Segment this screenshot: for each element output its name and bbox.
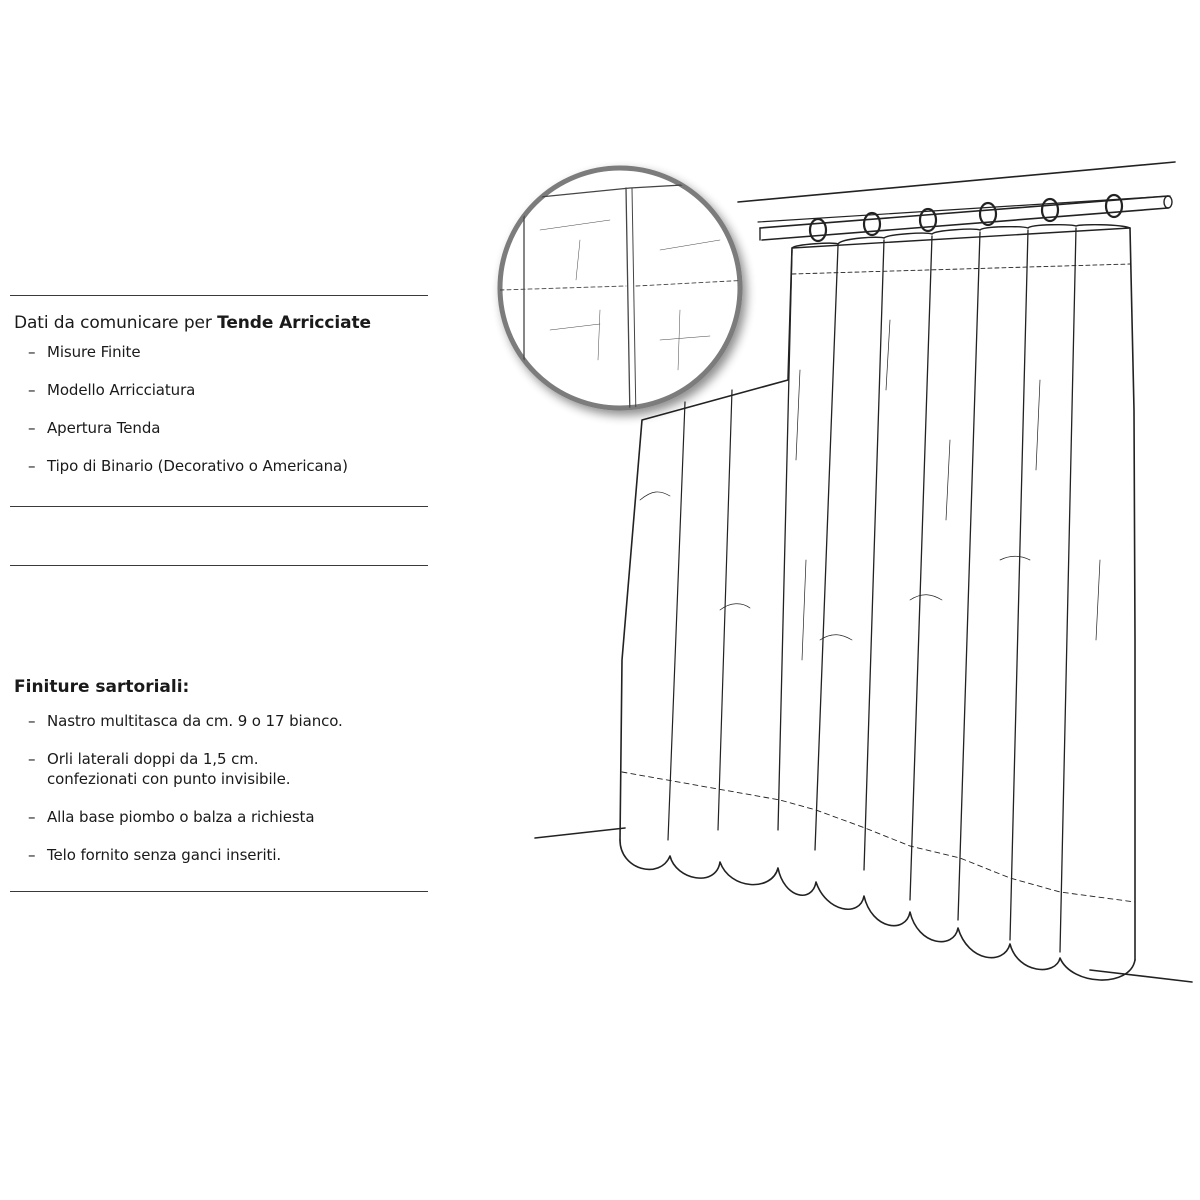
- list-item-text: Tipo di Binario (Decorativo o Americana): [47, 457, 348, 475]
- list-item-text: Modello Arricciatura: [47, 381, 196, 399]
- finishes-panel: [14, 676, 428, 883]
- list-item-text: Telo fornito senza ganci inseriti.: [47, 846, 282, 864]
- list-item: [14, 711, 428, 731]
- list-item-text: Apertura Tenda: [47, 419, 161, 437]
- dash-icon: –: [28, 750, 36, 768]
- list-item: [14, 845, 428, 865]
- request-heading-prefix: Dati da comunicare per: [14, 313, 218, 333]
- list-item: [14, 456, 428, 476]
- list-item-text: Misure Finite: [47, 343, 141, 361]
- finishes-list: [14, 711, 428, 865]
- list-item-text: Nastro multitasca da cm. 9 o 17 bianco.: [47, 712, 343, 730]
- dash-icon: –: [28, 343, 36, 361]
- list-item: [14, 807, 428, 827]
- dash-icon: –: [28, 808, 36, 826]
- dash-icon: –: [28, 457, 36, 475]
- divider-middle-1: [10, 506, 428, 507]
- divider-middle-2: [10, 565, 428, 566]
- list-item-text: Alla base piombo o balza a richiesta: [47, 808, 315, 826]
- dash-icon: –: [28, 419, 36, 437]
- dash-icon: –: [28, 712, 36, 730]
- divider-bottom: [10, 891, 428, 892]
- divider-top: [10, 295, 428, 296]
- list-item: [14, 749, 317, 789]
- dash-icon: –: [28, 381, 36, 399]
- list-item: [14, 342, 428, 362]
- list-item: [14, 380, 428, 400]
- list-item-text: Orli laterali doppi da 1,5 cm. confezionati con punto invisibile.: [47, 750, 291, 788]
- request-data-list: [14, 342, 428, 476]
- dash-icon: –: [28, 846, 36, 864]
- list-item: [14, 418, 428, 438]
- gathered-curtain-drawing-icon: [480, 140, 1200, 1020]
- request-data-heading: [14, 312, 428, 334]
- request-heading-bold: Tende Arricciate: [217, 313, 371, 333]
- finishes-heading: Finiture sartoriali:: [14, 677, 190, 697]
- request-data-panel: [14, 312, 428, 494]
